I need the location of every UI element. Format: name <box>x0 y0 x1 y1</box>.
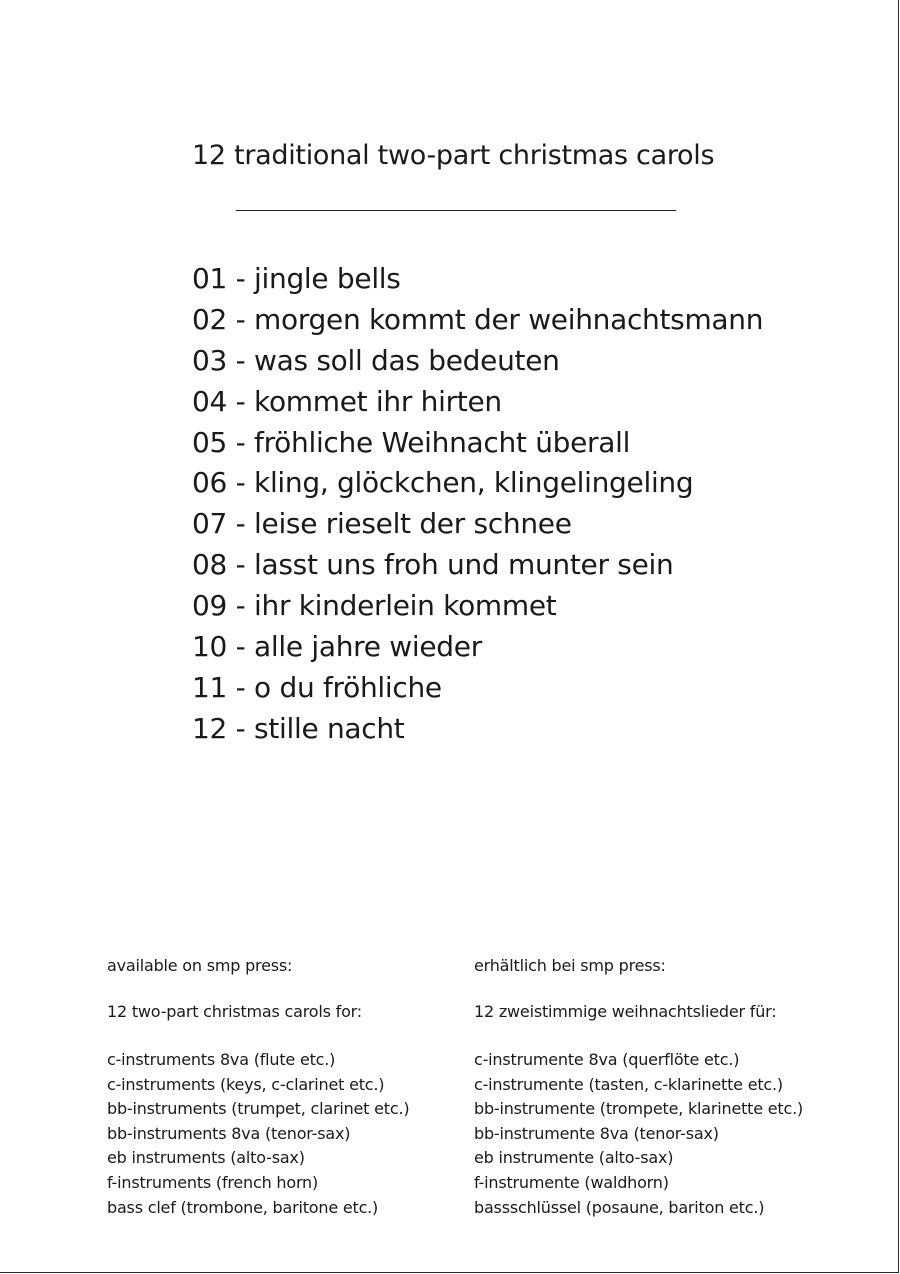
carol-item: 08 - lasst uns froh und munter sein <box>192 548 674 582</box>
carol-item: 01 - jingle bells <box>192 262 401 295</box>
edition-item: bb-instrumente (trompete, klarinette etc.) <box>474 1099 804 1119</box>
english-edition-list <box>107 1048 409 1220</box>
english-heading: available on smp press: <box>107 956 293 975</box>
carol-item: 12 - stille nacht <box>192 711 405 745</box>
edition-item: c-instrumente 8va (querflöte etc.) <box>474 1050 740 1069</box>
edition-item: c-instrumente (tasten, c-klarinette etc.) <box>474 1074 783 1094</box>
carol-item: 02 - morgen kommt der weihnachtsmann <box>192 302 764 336</box>
carol-item: 04 - kommet ihr hirten <box>192 384 502 418</box>
carol-item: 03 - was soll das bedeuten <box>192 343 560 377</box>
carol-item: 10 - alle jahre wieder <box>192 630 482 664</box>
german-heading: erhältlich bei smp press: <box>474 956 666 975</box>
edition-item: c-instruments 8va (flute etc.) <box>107 1050 336 1069</box>
title-underline <box>236 210 676 211</box>
english-availability <box>107 954 409 1220</box>
edition-item: bb-instruments (trumpet, clarinet etc.) <box>107 1099 410 1119</box>
document-title: 12 traditional two-part christmas carols <box>192 140 715 171</box>
edition-item: c-instruments (keys, c-clarinet etc.) <box>107 1074 385 1094</box>
edition-item: f-instrumente (waldhorn) <box>474 1172 669 1192</box>
edition-item: eb instruments (alto-sax) <box>107 1148 305 1168</box>
carol-item: 05 - fröhliche Weihnacht überall <box>192 425 631 459</box>
edition-item: bb-instrumente 8va (tenor-sax) <box>474 1123 719 1143</box>
german-edition-list <box>474 1048 803 1220</box>
edition-item: eb instrumente (alto-sax) <box>474 1148 674 1168</box>
edition-item: bassschlüssel (posaune, bariton etc.) <box>474 1197 765 1217</box>
edition-item: bb-instruments 8va (tenor-sax) <box>107 1123 351 1143</box>
german-availability <box>474 954 803 1220</box>
carol-item: 07 - leise rieselt der schnee <box>192 507 572 541</box>
edition-item: f-instruments (french horn) <box>107 1172 319 1192</box>
carol-item: 09 - ihr kinderlein kommet <box>192 589 557 623</box>
edition-item: bass clef (trombone, baritone etc.) <box>107 1197 379 1217</box>
carol-item: 11 - o du fröhliche <box>192 670 442 704</box>
english-subheading: 12 two-part christmas carols for: <box>107 1002 362 1021</box>
german-subheading: 12 zweistimmige weihnachtslieder für: <box>474 1002 777 1021</box>
carol-list <box>192 259 763 750</box>
carol-item: 06 - kling, glöckchen, klingelingeling <box>192 466 694 500</box>
